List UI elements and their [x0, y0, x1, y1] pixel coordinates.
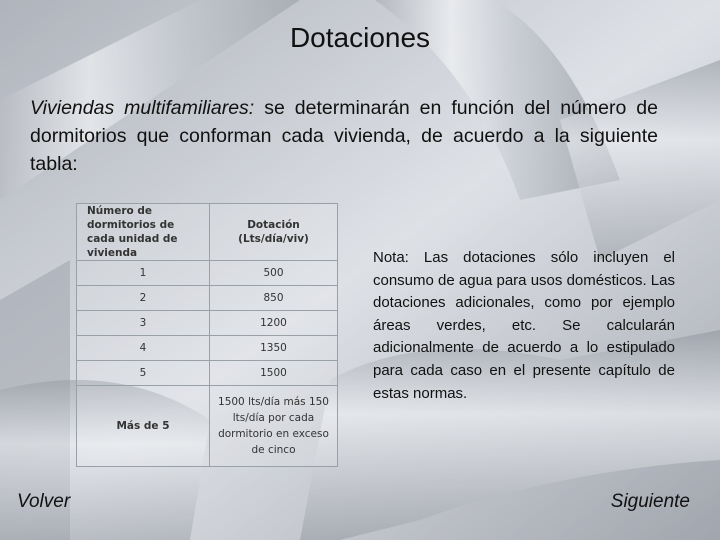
cell-dormitorios: Más de 5 — [77, 386, 210, 467]
cell-dormitorios: 3 — [77, 311, 210, 336]
cell-dotacion: 1200 — [210, 311, 338, 336]
cell-dotacion: 1500 lts/día más 150 lts/día por cada dormitorio en exceso de cinco — [210, 386, 338, 467]
back-link[interactable]: Volver — [17, 491, 71, 512]
cell-dotacion: 1350 — [210, 336, 338, 361]
intro-paragraph — [30, 94, 658, 178]
header-dotacion: Dotación (Lts/día/viv) — [210, 204, 338, 261]
table-row — [77, 311, 338, 336]
cell-dormitorios: 1 — [77, 261, 210, 286]
note-paragraph: Nota: Las dotaciones sólo incluyen el consumo de agua para usos domésticos. Las dotaciones adicionales, como por ejemplo áreas verdes, etc. Se calcularán adicionalmente de acuerdo a lo estipulado para cada caso en el presente capítulo de estas normas. — [373, 249, 675, 402]
table-row — [77, 336, 338, 361]
cell-dormitorios: 2 — [77, 286, 210, 311]
table-row — [77, 286, 338, 311]
intro-text: se determinarán en función del número de dormitorios que conforman cada vivienda, de acuerdo a la siguiente tabla: — [30, 97, 658, 175]
table-row — [77, 386, 338, 467]
next-link[interactable]: Siguiente — [610, 491, 690, 512]
table-header-row — [77, 204, 338, 261]
table-row — [77, 361, 338, 386]
table-row — [77, 261, 338, 286]
cell-dotacion: 500 — [210, 261, 338, 286]
slide-title: Dotaciones — [289, 22, 431, 53]
header-dormitorios: Número de dormitorios de cada unidad de vivienda — [77, 204, 210, 261]
dotaciones-table — [76, 203, 338, 467]
cell-dotacion: 850 — [210, 286, 338, 311]
cell-dormitorios: 4 — [77, 336, 210, 361]
cell-dotacion: 1500 — [210, 361, 338, 386]
cell-dormitorios: 5 — [77, 361, 210, 386]
intro-lead: Viviendas multifamiliares: — [30, 97, 255, 119]
